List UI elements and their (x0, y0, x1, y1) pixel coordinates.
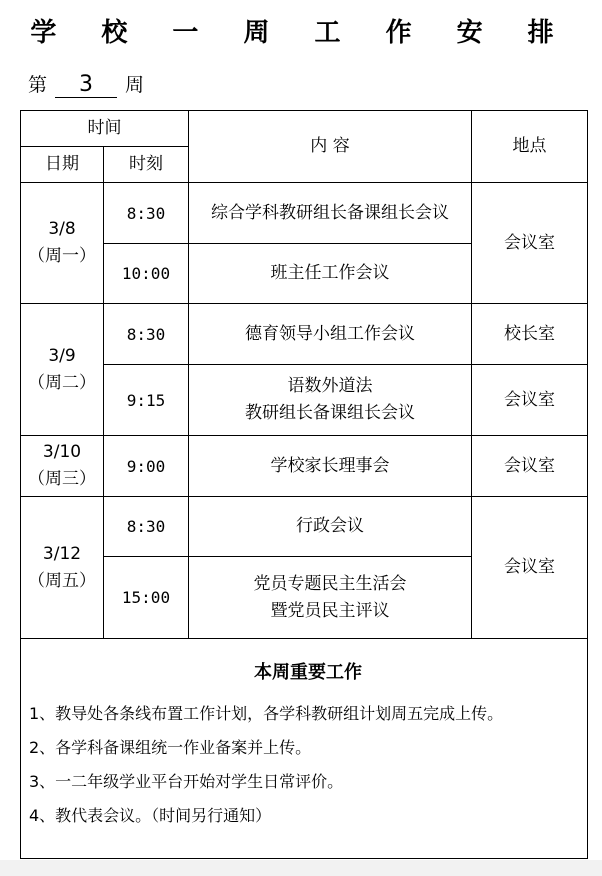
weekday-label: （周三） (28, 469, 96, 489)
note-item: 2、各学科备课组统一作业备案并上传。 (29, 738, 312, 757)
content-cell: 行政会议 (189, 497, 472, 557)
location-cell: 会议室 (472, 365, 588, 436)
week-indicator (28, 70, 144, 98)
time-cell: 8:30 (104, 183, 189, 244)
content-cell: 综合学科教研组长备课组长会议 (189, 183, 472, 244)
weekday-label: （周二） (28, 372, 96, 393)
content-line: 党员专题民主生活会 (253, 573, 407, 594)
content-cell (189, 557, 472, 639)
page-title: 学 校 一 周 工 作 安 排 (30, 18, 572, 48)
content-cell: 学校家长理事会 (189, 436, 472, 497)
week-prefix: 第 (28, 74, 48, 96)
note-item: 3、一二年级学业平台开始对学生日常评价。 (29, 772, 344, 791)
date-value: 3/9 (48, 345, 76, 366)
time-cell: 15:00 (104, 557, 189, 639)
header-hour: 时刻 (104, 147, 189, 183)
date-value: 3/12 (42, 543, 82, 564)
table-row (21, 497, 588, 557)
note-item: 1、教导处各条线布置工作计划，各学科教研组计划周五完成上传。 (29, 704, 504, 723)
time-cell: 9:00 (104, 436, 189, 497)
date-cell (21, 304, 104, 436)
date-cell (21, 436, 104, 497)
location-cell: 会议室 (472, 436, 588, 497)
content-line: 教研组长备课组长会议 (245, 403, 415, 423)
location-cell: 会议室 (472, 497, 588, 639)
content-cell: 德育领导小组工作会议 (189, 304, 472, 365)
time-cell: 10:00 (104, 244, 189, 304)
header-date: 日期 (21, 147, 104, 183)
time-cell: 8:30 (104, 497, 189, 557)
week-number: 3 (55, 73, 117, 98)
header-location: 地点 (472, 111, 588, 183)
location-cell: 会议室 (472, 183, 588, 304)
date-cell (21, 183, 104, 304)
bottom-margin (0, 860, 602, 876)
table-row (21, 436, 588, 497)
time-cell: 9:15 (104, 365, 189, 436)
note-item: 4、教代表会议。（时间另行通知） (29, 806, 272, 825)
time-cell: 8:30 (104, 304, 189, 365)
date-value: 3/10 (42, 442, 82, 462)
content-line: 暨党员民主评议 (270, 600, 390, 621)
schedule-table (20, 110, 588, 859)
table-row (21, 365, 588, 436)
date-value: 3/8 (48, 219, 76, 239)
content-cell (189, 365, 472, 436)
weekday-label: （周一） (28, 246, 96, 266)
table-row (21, 183, 588, 244)
date-cell (21, 497, 104, 639)
content-line: 语数外道法 (287, 376, 373, 396)
weekday-label: （周五） (28, 570, 96, 591)
header-content: 内 容 (189, 111, 472, 183)
location-cell: 校长室 (472, 304, 588, 365)
table-row (21, 304, 588, 365)
content-cell: 班主任工作会议 (189, 244, 472, 304)
notes-title: 本周重要工作 (254, 662, 362, 683)
important-work-section (21, 639, 588, 859)
week-suffix: 周 (125, 74, 145, 96)
header-time-group: 时间 (21, 111, 189, 147)
